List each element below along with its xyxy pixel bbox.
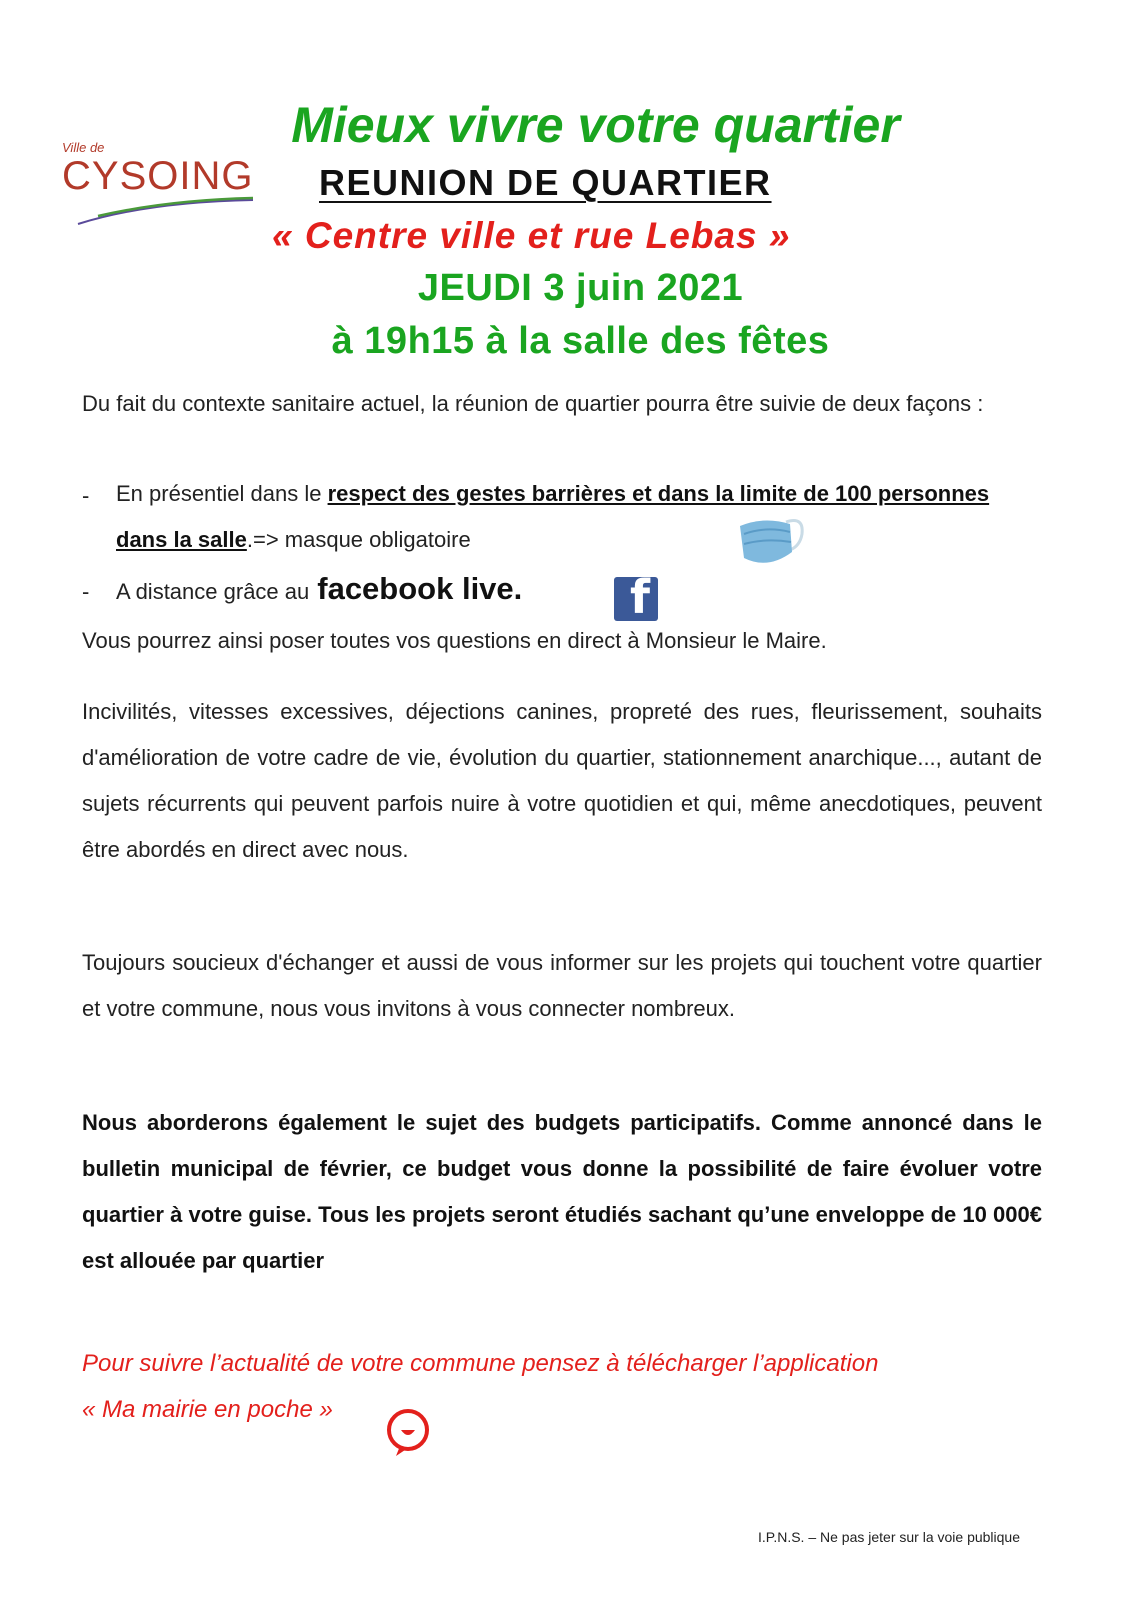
slogan-title: Mieux vivre votre quartier (291, 97, 900, 153)
app-line: Pour suivre l’actualité de votre commune pensez à télécharger l’application (82, 1350, 879, 1377)
ma-mairie-en-poche-icon (384, 1408, 434, 1458)
bullet-presentiel (116, 471, 1042, 563)
bullet-distance (116, 566, 1042, 615)
bullet-presentiel-post: .=> masque obligatoire (246, 527, 471, 552)
bullet-dash-2: - (82, 579, 90, 604)
intro-paragraph: Du fait du contexte sanitaire actuel, la réunion de quartier pourra être suivie de deux façons : (82, 391, 984, 416)
questions-line: Vous pourrez ainsi poser toutes vos questions en direct à Monsieur le Maire. (82, 628, 827, 653)
bullet-presentiel-underlined: respect des gestes barrières et dans la limite de 100 personnes dans la salle (116, 481, 990, 552)
face-mask-icon (734, 512, 806, 570)
bullet-dash-1: - (82, 483, 90, 508)
logo-swoosh (58, 194, 258, 234)
app-name: « Ma mairie en poche » (82, 1396, 333, 1423)
budgets-paragraph: Nous aborderons également le sujet des budgets participatifs. Comme annoncé dans le bulletin municipal de février, ce budget vous donne la possibilité de faire évoluer votre quartier à votre guise. Tous les projets seront étudiés sachant qu’une enveloppe de 10 000€ est allouée par quartier (82, 1110, 1042, 1273)
incivilites-paragraph: Incivilités, vitesses excessives, déjections canines, propreté des rues, fleurissement, souhaits d'amélioration de votre cadre de vie, évolution du quartier, stationnement anarchique..., autant de sujets récurrents qui peuvent parfois nuire à votre quotidien et qui, même anecdotiques, peuvent être abordés en direct avec nous. (82, 699, 1042, 862)
event-time-place: à 19h15 à la salle des fêtes (331, 320, 830, 362)
logo-name: CYSOING (62, 154, 254, 198)
footer-ipns: I.P.N.S. – Ne pas jeter sur la voie publique (758, 1529, 1021, 1545)
quartier-title: « Centre ville et rue Lebas » (272, 215, 791, 256)
bullet-distance-pre: A distance grâce au (116, 579, 310, 604)
logo-ville-de: Ville de (62, 140, 105, 155)
event-date: JEUDI 3 juin 2021 (417, 267, 744, 309)
facebook-live-text: facebook live. (317, 571, 523, 606)
projets-paragraph: Toujours soucieux d'échanger et aussi de vous informer sur les projets qui touchent votre quartier et votre commune, nous vous invitons à vous connecter nombreux. (82, 950, 1042, 1021)
bullet-presentiel-pre: En présentiel dans le (116, 481, 328, 506)
reunion-title: REUNION DE QUARTIER (319, 162, 772, 203)
facebook-icon: f (614, 577, 658, 621)
